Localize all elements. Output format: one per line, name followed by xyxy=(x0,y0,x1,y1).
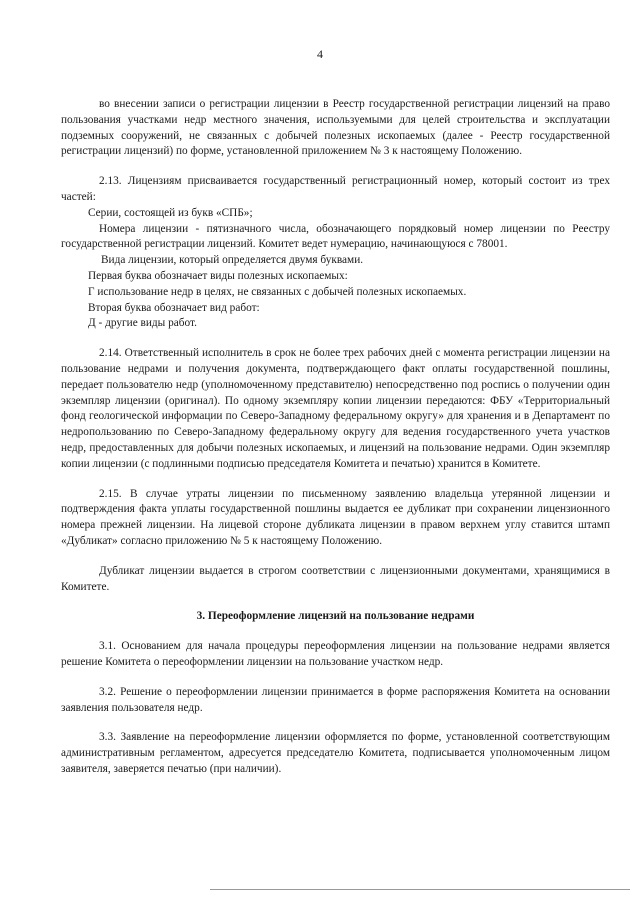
list-item-first-letter: Первая буква обозначает виды полезных ископаемых: xyxy=(88,269,348,282)
list-item-number: Номера лицензии - пятизначного числа, обозначающего порядковый номер лицензии по Реестру государственной регистрации лицензий. Комитет ведет нумерацию, начинающуюся с 78001. xyxy=(61,222,610,251)
paragraph-3-2: 3.2. Решение о переоформлении лицензии принимается в форме распоряжения Комитета на основании заявления пользователя недр. xyxy=(61,685,610,714)
paragraph-3-1: 3.1. Основанием для начала процедуры переоформления лицензии на пользование недрами является решение Комитета о переоформлении лицензии на пользование участком недр. xyxy=(61,640,610,668)
list-item-series: Серии, состоящей из букв «СПБ»; xyxy=(88,206,253,219)
document-body xyxy=(61,97,610,778)
paragraph-duplicate: Дубликат лицензии выдается в строгом соответствии с лицензионными документами, хранящимися в Комитете. xyxy=(61,564,610,593)
list-item-d-letter: Д - другие виды работ. xyxy=(88,317,197,330)
list-item-second-letter: Вторая буква обозначает вид работ: xyxy=(88,301,260,314)
paragraph-2-15: 2.15. В случае утраты лицензии по письменному заявлению владельца утерянной лицензии и подтверждения факта уплаты государственной пошлины выдается ее дубликат при сохранении лицензионного номера прежней лицензии. На лицевой стороне дубликата лицензии в правом верхнем углу ставится штамп «Дубликат» согласно приложению № 5 к настоящему Положению. xyxy=(61,487,610,547)
paragraph-2-13: 2.13. Лицензиям присваивается государственный регистрационный номер, который состоит из трех частей: xyxy=(61,175,610,203)
list-item-kind: Вида лицензии, который определяется двумя буквами. xyxy=(101,254,364,267)
footer-divider xyxy=(210,889,630,890)
paragraph-registry-entry: во внесении записи о регистрации лицензии в Реестр государственной регистрации лицензий на право пользования участками недр местного значения, используемыми для целей строительства и эксплуатации подземных сооружений, не связанных с добычей полезных ископаемых (далее - Реестр государственной регистрации лицензий) по форме, установленной приложением № 3 к настоящему Положению. xyxy=(61,98,610,158)
page-number: 4 xyxy=(317,47,323,61)
paragraph-2-14: 2.14. Ответственный исполнитель в срок не более трех рабочих дней с момента регистрации лицензии на пользование недрами и получения документа, подтверждающего факт оплаты государственной пошлины, передает пользователю недр (уполномоченному представителю) непосредственно под роспись о получении один экземпляр лицензии (оригинал). По одному экземпляру копии лицензии передаются: ФБУ «Территориальный фонд геологической информации по Северо-Западному федеральному округу» для хранения и в Департамент по недропользованию по Северо-Западному федеральному округу для ведения государственного учета участков недр, предоставленных для добычи полезных ископаемых, и лицензий на пользование недрами. Один экземпляр копии лицензии (с подлинными подписью председателя Комитета и печатью) хранится в Комитете. xyxy=(61,347,610,470)
paragraph-3-3: 3.3. Заявление на переоформление лицензии оформляется по форме, установленной соответствующим административным регламентом, адресуется председателю Комитета, подписывается уполномоченным лицом заявителя, заверяется печатью (при наличии). xyxy=(61,731,610,775)
list-item-g-letter: Г использование недр в целях, не связанных с добычей полезных ископаемых. xyxy=(88,285,467,298)
section-heading-3: 3. Переоформление лицензий на пользование недрами xyxy=(196,610,475,623)
